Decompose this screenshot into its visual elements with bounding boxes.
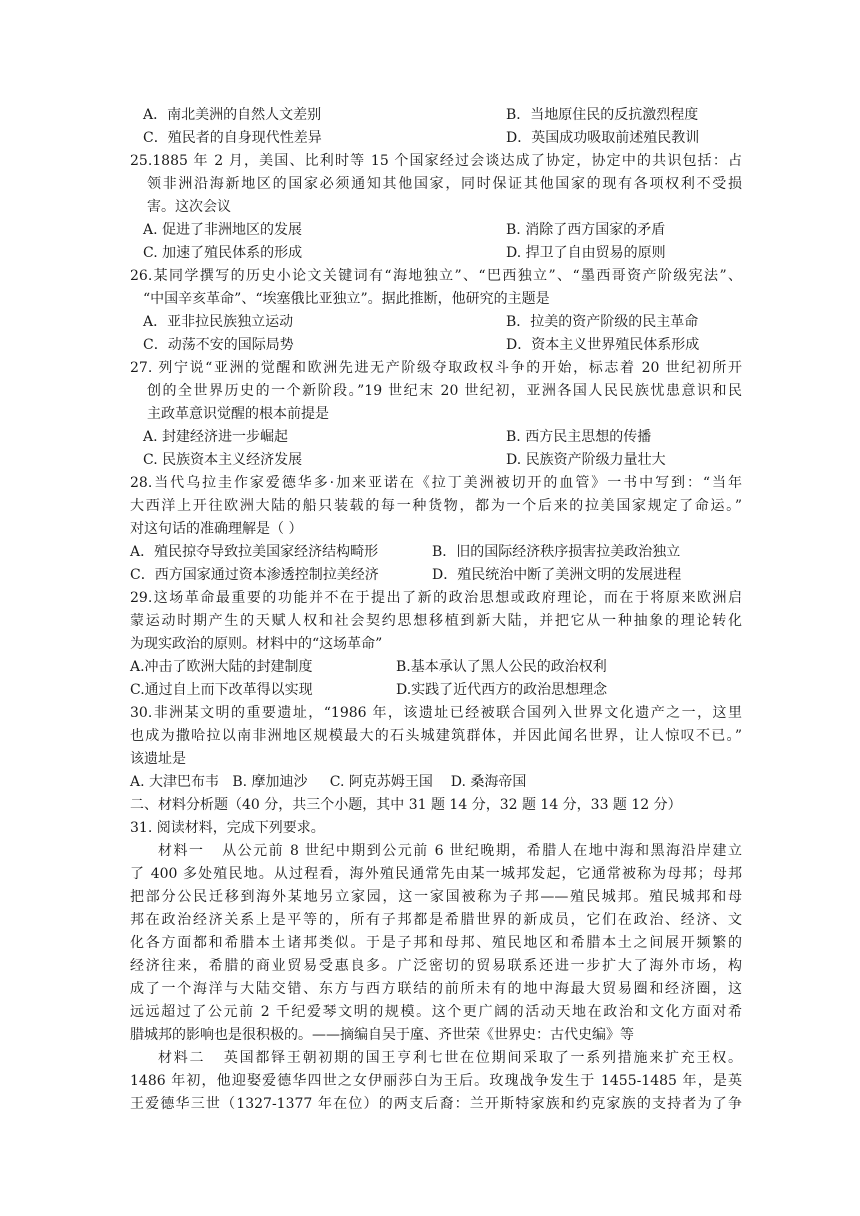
q28-stem-line-2: 大西洋上开往欧洲大陆的船只装载的每一种货物，都为一个后来的拉美国家规定了命运。” bbox=[130, 498, 742, 514]
q26-options-row-1 bbox=[143, 311, 743, 333]
q27-option-c: C. 民族资本主义经济发展 bbox=[143, 452, 303, 468]
q26-option-b: B．拉美的资产阶级的民主革命 bbox=[506, 314, 699, 330]
q26-option-c: C．动荡不安的国际局势 bbox=[143, 337, 294, 353]
q27-options-row-2 bbox=[143, 449, 743, 471]
section-2-heading: 二、材料分析题（40 分，共三个小题，其中 31 题 14 分，32 题 14 分，33 题 12 分） bbox=[130, 797, 682, 813]
q27-stem-line-3: 主政革意识觉醒的根本前提是 bbox=[147, 406, 329, 422]
material2-line-3: 王爱德华三世（1327-1377 年在位）的两支后裔：兰开斯特家族和约克家族的支持者为了争 bbox=[130, 1096, 742, 1112]
q25-options-row-2 bbox=[143, 242, 743, 264]
q24-option-c: C．殖民者的自身现代性差异 bbox=[143, 130, 322, 146]
material1-line-9: 腊城邦的影响也是很积极的。——摘编自吴于廑、齐世荣《世界史：古代史编》等 bbox=[130, 1027, 634, 1043]
q29-option-b: B.基本承认了黑人公民的政治权利 bbox=[396, 659, 607, 675]
q27-stem-line-2: 创的全世界历史的一个新阶段。”19 世纪末 20 世纪初，亚洲各国人民民族忧患意识和民 bbox=[147, 383, 742, 399]
q27-option-b: B. 西方民主思想的传播 bbox=[506, 429, 652, 445]
material2-line-2: 1486 年初，他迎娶爱德华四世之女伊丽莎白为王后。玫瑰战争发生于 1455-1485 年，是英 bbox=[130, 1073, 742, 1089]
q29-option-c: C.通过自上而下改革得以实现 bbox=[130, 682, 313, 698]
q28-options-row-2 bbox=[130, 564, 742, 586]
q25-stem-line-3: 害。这次会议 bbox=[147, 199, 231, 215]
q25-option-d: D. 捍卫了自由贸易的原则 bbox=[506, 245, 666, 261]
q29-option-a: A.冲击了欧洲大陆的封建制度 bbox=[130, 659, 313, 675]
q28-options-row-1 bbox=[130, 541, 742, 563]
q29-option-d: D.实践了近代西方的政治思想理念 bbox=[396, 682, 608, 698]
q25-option-c: C. 加速了殖民体系的形成 bbox=[143, 245, 303, 261]
q24-options-row-2 bbox=[143, 127, 743, 149]
q26-stem-line-2: “中国辛亥革命”、“埃塞俄比亚独立”。据此推断，他研究的主题是 bbox=[143, 291, 550, 307]
q29-options-row-2 bbox=[130, 679, 742, 701]
q25-option-b: B. 消除了西方国家的矛盾 bbox=[506, 222, 666, 238]
q25-option-a: A. 促进了非洲地区的发展 bbox=[143, 222, 303, 238]
q29-stem-line-1: 29.这场革命最重要的功能并不在于提出了新的政治思想或政府理论，而在于将原来欧洲启 bbox=[130, 590, 742, 606]
q28-option-c: C．西方国家通过资本渗透控制拉美经济 bbox=[130, 567, 379, 583]
material1-line-7: 成了一个海洋与大陆交错、东方与西方联结的前所未有的地中海最大贸易圈和经济圈，这 bbox=[130, 981, 742, 997]
q28-stem-line-1: 28.当代乌拉圭作家爱德华多·加来亚诺在《拉丁美洲被切开的血管》一书中写到：“当年 bbox=[130, 475, 742, 491]
q25-stem-line-2: 领非洲沿海新地区的国家必须通知其他国家，同时保证其他国家的现有各项权利不受损 bbox=[147, 176, 742, 192]
q30-stem-line-2: 也成为撒哈拉以南非洲地区规模最大的石头城建筑群体，并因此闻名世界，让人惊叹不已。” bbox=[130, 728, 742, 744]
q27-options-row-1 bbox=[143, 426, 743, 448]
material1-line-5: 化各方面都和希腊本土诸邦类似。于是子邦和母邦、殖民地区和希腊本土之间展开频繁的 bbox=[130, 935, 742, 951]
q31-intro: 31. 阅读材料，完成下列要求。 bbox=[130, 820, 325, 836]
material1-line-3: 把部分公民迁移到海外某地另立家园，这一家国被称为子邦——殖民城邦。殖民城邦和母 bbox=[130, 889, 742, 905]
material1-line-8: 远远超过了公元前 2 千纪爱琴文明的规模。这个更广阔的活动天地在政治和文化方面对希 bbox=[130, 1004, 742, 1020]
q26-option-a: A．亚非拉民族独立运动 bbox=[143, 314, 294, 330]
q27-option-d: D. 民族资产阶级力量壮大 bbox=[506, 452, 666, 468]
q24-option-a: A．南北美洲的自然人文差别 bbox=[143, 107, 322, 123]
q26-stem-line-1: 26.某同学撰写的历史小论文关键词有“海地独立”、“巴西独立”、“墨西哥资产阶级宪法”、 bbox=[130, 268, 742, 284]
q26-options-row-2 bbox=[143, 334, 743, 356]
q25-options-row-1 bbox=[143, 219, 743, 241]
q24-option-d: D．英国成功吸取前述殖民教训 bbox=[506, 130, 700, 146]
q30-stem-line-1: 30.非洲某文明的重要遗址，“1986 年，该遗址已经被联合国列入世界文化遗产之一，这里 bbox=[130, 705, 742, 721]
q29-options-row-1 bbox=[130, 656, 742, 678]
q25-stem-line-1: 25.1885 年 2 月，美国、比利时等 15 个国家经过会谈达成了协定，协定中的共识包括：占 bbox=[130, 153, 742, 169]
q26-option-d: D．资本主义世界殖民体系形成 bbox=[506, 337, 700, 353]
q24-options-row-1 bbox=[143, 104, 743, 126]
material1-line-6: 经济往来，希腊的商业贸易受惠良多。广泛密切的贸易联系还进一步扩大了海外市场，构 bbox=[130, 958, 742, 974]
q28-stem-line-3: 对这句话的准确理解是（ ） bbox=[130, 521, 303, 537]
q28-option-a: A．殖民掠夺导致拉美国家经济结构畸形 bbox=[130, 544, 379, 560]
q27-option-a: A. 封建经济进一步崛起 bbox=[143, 429, 289, 445]
material1-line-1: 材料一 从公元前 8 世纪中期到公元前 6 世纪晚期，希腊人在地中海和黑海沿岸建立 bbox=[158, 843, 742, 859]
q30-options: A. 大津巴布韦 B. 摩加迪沙 C. 阿克苏姆王国 D. 桑海帝国 bbox=[130, 774, 527, 790]
q24-option-b: B．当地原住民的反抗激烈程度 bbox=[506, 107, 699, 123]
q28-option-b: B．旧的国际经济秩序损害拉美政治独立 bbox=[432, 544, 681, 560]
q30-stem-line-3: 该遗址是 bbox=[130, 751, 186, 767]
material1-line-4: 邦在政治经济关系上是平等的，所有子邦都是希腊世界的新成员，它们在政治、经济、文 bbox=[130, 912, 742, 928]
q29-stem-line-3: 为现实政治的原则。材料中的“这场革命” bbox=[130, 636, 383, 652]
material1-line-2: 了 400 多处殖民地。从过程看，海外殖民通常先由某一城邦发起，它通常被称为母邦；母邦 bbox=[130, 866, 742, 882]
material2-line-1: 材料二 英国都铎王朝初期的国王亨利七世在位期间采取了一系列措施来扩充王权。 bbox=[158, 1050, 742, 1066]
q29-stem-line-2: 蒙运动时期产生的天赋人权和社会契约思想移植到新大陆，并把它从一种抽象的理论转化 bbox=[130, 613, 742, 629]
q28-option-d: D．殖民统治中断了美洲文明的发展进程 bbox=[432, 567, 682, 583]
q27-stem-line-1: 27. 列宁说“亚洲的觉醒和欧洲先进无产阶级夺取政权斗争的开始，标志着 20 世纪初所开 bbox=[130, 360, 742, 376]
